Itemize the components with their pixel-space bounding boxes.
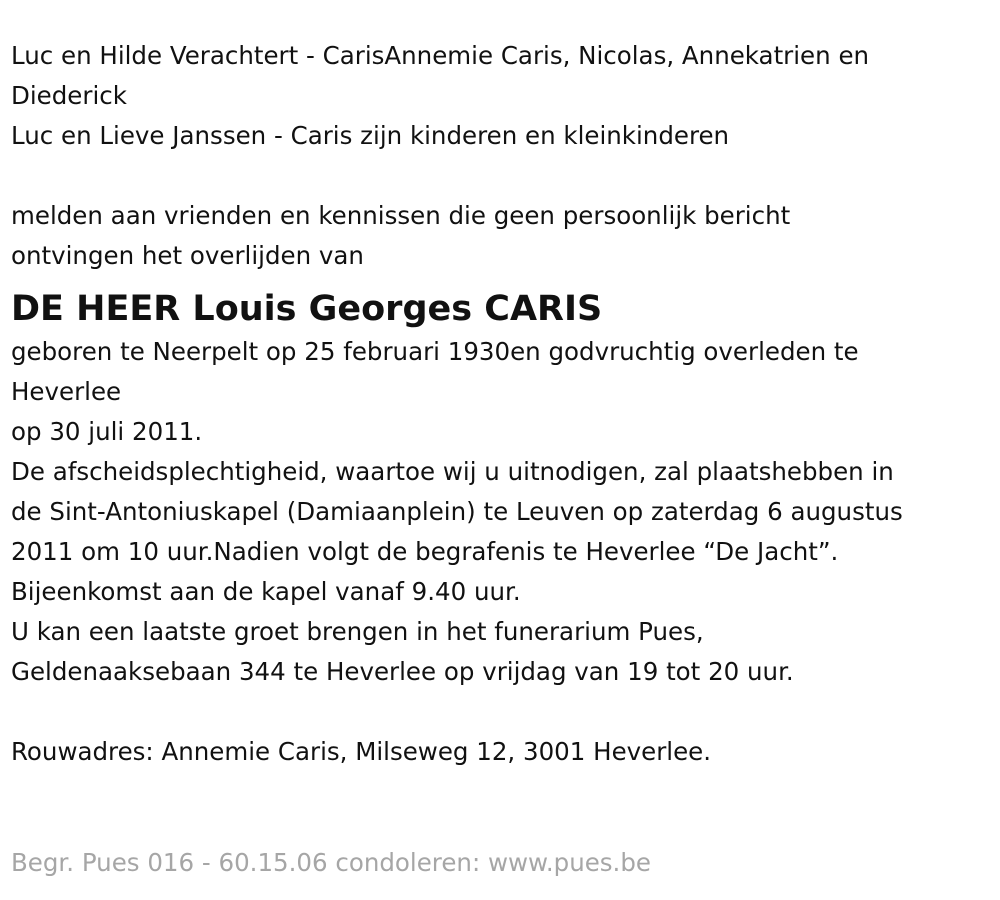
detail-line: de Sint-Antoniuskapel (Damiaanplein) te Leuven op zaterdag 6 augustus [11,497,903,526]
intro-line: ontvingen het overlijden van [11,241,364,270]
mourning-address: Rouwadres: Annemie Caris, Milseweg 12, 3001 Heverlee. [11,737,712,766]
death-announcement [11,36,986,772]
undertaker-footer: Begr. Pues 016 - 60.15.06 condoleren: www.pues.be [11,848,651,877]
detail-line: Heverlee [11,377,122,406]
detail-line: Bijeenkomst aan de kapel vanaf 9.40 uur. [11,577,521,606]
spacer [11,692,986,732]
detail-line: Geldenaaksebaan 344 te Heverlee op vrijdag van 19 tot 20 uur. [11,657,794,686]
family-line: Luc en Lieve Janssen - Caris zijn kinderen en kleinkinderen [11,121,730,150]
deceased-name: DE HEER Louis Georges CARIS [11,289,603,329]
family-line: Diederick [11,81,127,110]
detail-line: geboren te Neerpelt op 25 februari 1930en godvruchtig overleden te [11,337,859,366]
spacer [11,156,986,196]
family-line: Luc en Hilde Verachtert - CarisAnnemie Caris, Nicolas, Annekatrien en [11,41,870,70]
detail-line: De afscheidsplechtigheid, waartoe wij u uitnodigen, zal plaatshebben in [11,457,894,486]
intro-line: melden aan vrienden en kennissen die geen persoonlijk bericht [11,201,791,230]
detail-line: U kan een laatste groet brengen in het funerarium Pues, [11,617,704,646]
detail-line: 2011 om 10 uur.Nadien volgt de begrafenis te Heverlee “De Jacht”. [11,537,839,566]
detail-line: op 30 juli 2011. [11,417,203,446]
